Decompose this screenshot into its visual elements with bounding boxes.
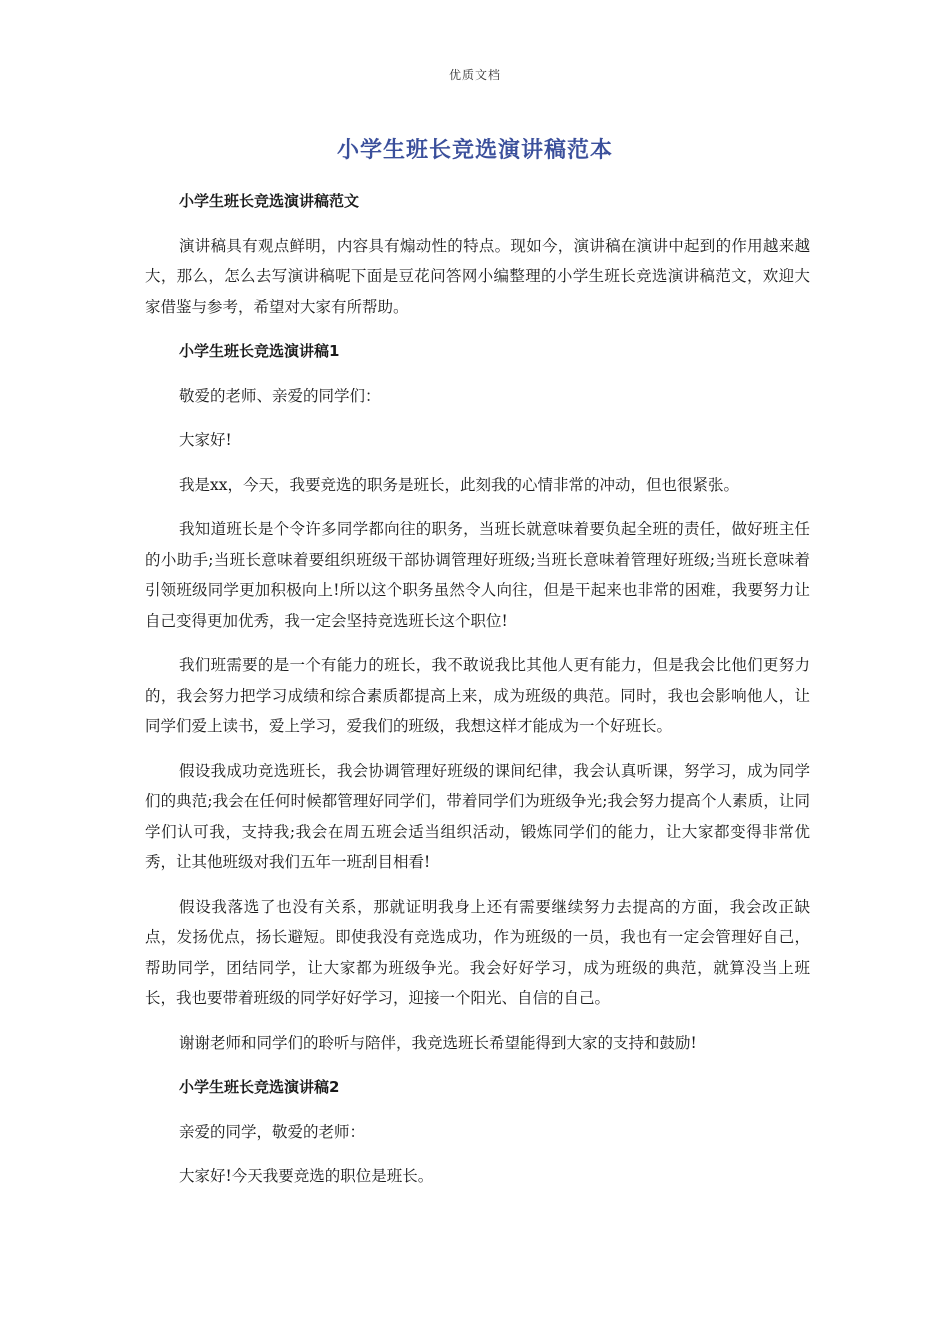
document-body [145, 186, 810, 1206]
subheading-speech-2: 小学生班长竞选演讲稿2 [179, 1078, 340, 1096]
page-title: 小学生班长竞选演讲稿范本 [336, 138, 613, 163]
paragraph-self-intro: 我是xx，今天，我要竞选的职务是班长，此刻我的心情非常的冲动，但也很紧张。 [179, 475, 739, 494]
paragraph-greeting-1: 大家好! [179, 431, 232, 449]
paragraph-ability: 我们班需要的是一个有能力的班长，我不敢说我比其他人更有能力，但是我会比他们更努力的，我会努力把学习成绩和综合素质都提高上来，成为班级的典范。同时，我也会影响他人，让同学们爱上读书，爱上学习，爱我们的班级，我想这样才能成为一个好班长。 [145, 656, 810, 735]
paragraph-salutation-1: 敬爱的老师、亲爱的同学们： [179, 386, 381, 405]
paragraph-if-not-elected: 假设我落选了也没有关系，那就证明我身上还有需要继续努力去提高的方面，我会改正缺点，发扬优点，扬长避短。即使我没有竞选成功，作为班级的一员，我也有一定会管理好自己，帮助同学，团结同学，让大家都为班级争光。我会好好学习，成为班级的典范，就算没当上班长，我也要带着班级的同学好好学习，迎接一个阳光、自信的自己。 [145, 897, 810, 1007]
paragraph-greeting-2: 大家好!今天我要竞选的职位是班长。 [179, 1167, 434, 1185]
paragraph-if-elected: 假设我成功竞选班长，我会协调管理好班级的课间纪律，我会认真听课，努学习，成为同学们的典范;我会在任何时候都管理好同学们，带着同学们为班级争光;我会努力提高个人素质，让同学们认可我，支持我;我会在周五班会适当组织活动，锻炼同学们的能力，让大家都变得非常优秀，让其他班级对我们五年一班刮目相看! [145, 761, 810, 871]
paragraph-thanks: 谢谢老师和同学们的聆听与陪伴，我竞选班长希望能得到大家的支持和鼓励! [179, 1033, 697, 1052]
subheading-intro: 小学生班长竞选演讲稿范文 [179, 192, 360, 210]
subheading-speech-1: 小学生班长竞选演讲稿1 [179, 342, 340, 360]
paragraph-intro: 演讲稿具有观点鲜明，内容具有煽动性的特点。现如今，演讲稿在演讲中起到的作用越来越大，那么，怎么去写演讲稿呢下面是豆花问答网小编整理的小学生班长竞选演讲稿范文，欢迎大家借鉴与参考，希望对大家有所帮助。 [145, 236, 810, 316]
paragraph-role-description: 我知道班长是个令许多同学都向往的职务，当班长就意味着要负起全班的责任，做好班主任的小助手;当班长意味着要组织班级干部协调管理好班级;当班长意味着管理好班级;当班长意味着引领班级同学更加积极向上!所以这个职务虽然令人向往，但是干起来也非常的困难，我要努力让自己变得更加优秀，我一定会坚持竞选班长这个职位! [145, 520, 810, 630]
paragraph-salutation-2: 亲爱的同学，敬爱的老师： [179, 1122, 366, 1141]
header-label: 优质文档 [448, 68, 501, 82]
